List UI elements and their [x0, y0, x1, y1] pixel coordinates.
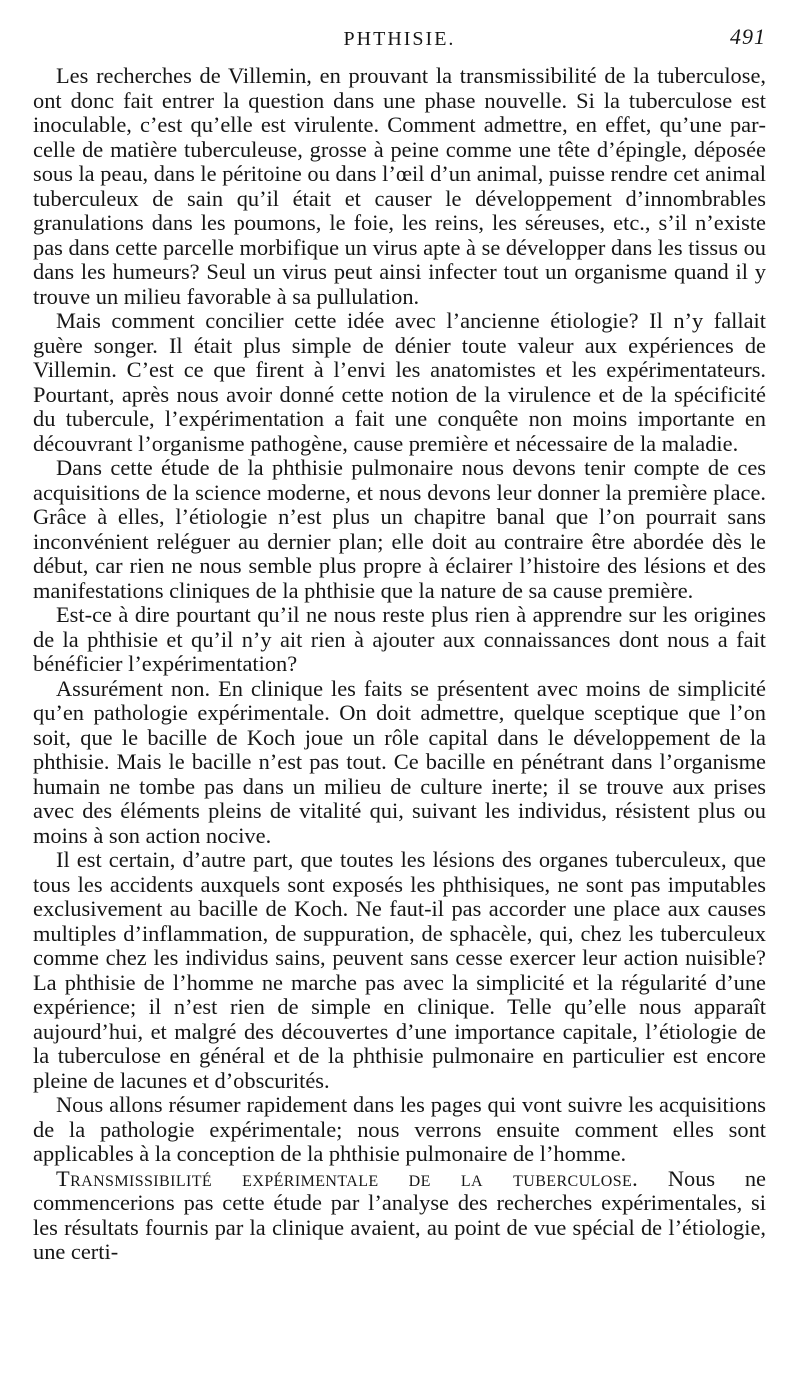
body-text: [33, 64, 766, 1265]
running-head: [33, 20, 766, 56]
paragraph: Nous allons résumer rapidement dans les pages qui vont suivre les acquisitions de la pathologie expérimentale; nous verrons ensuite comment elles sont applicables à la conception de la phthisie pulmonaire de l’homme.: [33, 1092, 766, 1166]
running-title: PHTHISIE.: [343, 28, 456, 50]
paragraph: Il est certain, d’autre part, que toutes les lésions des organes tuberculeux, que tous les accidents auxquels sont exposés les phthisiques, ne sont pas imputables exclusivement au bacille de Koch. Ne faut-il pas accorder une place aux causes multiples d’inflammation, de suppuration, de sphacèle, qui, chez les tuberculeux comme chez les individus sains, peuvent sans cesse exercer leur action nuisible? La phthisie de l’homme ne marche pas avec la simplicité et la régularité d’une expérience; il n’est rien de simple en clinique. Telle qu’elle nous apparaît aujourd’hui, et malgré des découvertes d’une importance capitale, l’étiologie de la tuberculose en général et de la phthisie pulmonaire en particulier est encore pleine de lacunes et d’obscurités.: [33, 847, 766, 1093]
paragraph: Assurément non. En clinique les faits se présentent avec moins de simplicité qu’en pathologie expérimentale. On doit admettre, quelque sceptique que l’on soit, que le bacille de Koch joue un rôle capital dans le développement de la phthisie. Mais le bacille n’est pas tout. Ce bacille en pénétrant dans l’organisme humain ne tombe pas dans un milieu de culture inerte; il se trouve aux prises avec des éléments pleins de vitalité qui, suivant les individus, résistent plus ou moins à son action nocive.: [33, 675, 766, 848]
paragraph-text: Nous ne commencerions pas cette étude par l’analyse des recherches expérimentales, si les résultats fournis par la clinique avaient, au point de vue spécial de l’étiologie, une certi-: [33, 1165, 766, 1264]
paragraph: Dans cette étude de la phthisie pulmonaire nous devons tenir compte de ces acquisitions de la science moderne, et nous devons leur donner la première place. Grâce à elles, l’étiologie n’est plus un chapitre banal que l’on pourrait sans inconvénient reléguer au dernier plan; elle doit au contraire être abordée dès le début, car rien ne nous semble plus propre à éclairer l’histoire des lésions et des manifestations cliniques de la phthisie que la nature de sa cause première.: [33, 455, 766, 603]
paragraph: Les recherches de Villemin, en prouvant la transmissibilité de la tuberculose, ont donc fait entrer la question dans une phase nouvelle. Si la tuberculose est inoculable, c’est qu’elle est virulente. Comment admettre, en effet, qu’une parcelle de matière tuberculeuse, grosse à peine comme une tête d’épingle, déposée sous la peau, dans le péritoine ou dans l’œil d’un animal, puisse rendre cet animal tuberculeux de sain qu’il était et causer le développement d’innombrables granulations dans les poumons, le foie, les reins, les séreuses, etc., s’il n’existe pas dans cette parcelle morbifique un virus apte à se développer dans les tissus ou dans les humeurs? Seul un virus peut ainsi infecter tout un organisme quand il y trouve un milieu favorable à sa pullulation.: [33, 63, 766, 309]
paragraph: Mais comment concilier cette idée avec l’ancienne étiologie? Il n’y fallait guère songer. Il était plus simple de dénier toute valeur aux expériences de Villemin. C’est ce que firent à l’envi les anatomistes et les expérimentateurs. Pourtant, après nous avoir donné cette notion de la virulence et de la spécificité du tubercule, l’expérimentation a fait une conquête non moins importante en découvrant l’organisme pathogène, cause première et nécessaire de la maladie.: [33, 308, 766, 456]
book-page: [33, 20, 766, 1370]
section-heading: Transmissibilité expérimentale de la tuberculose.: [56, 1165, 639, 1191]
paragraph: Est-ce à dire pourtant qu’il ne nous reste plus rien à apprendre sur les origines de la phthisie et qu’il n’y ait rien à ajouter aux connaissances dont nous a fait bénéficier l’expérimentation?: [33, 602, 766, 676]
page-number: 491: [730, 24, 766, 49]
paragraph-with-heading: [33, 1167, 766, 1265]
